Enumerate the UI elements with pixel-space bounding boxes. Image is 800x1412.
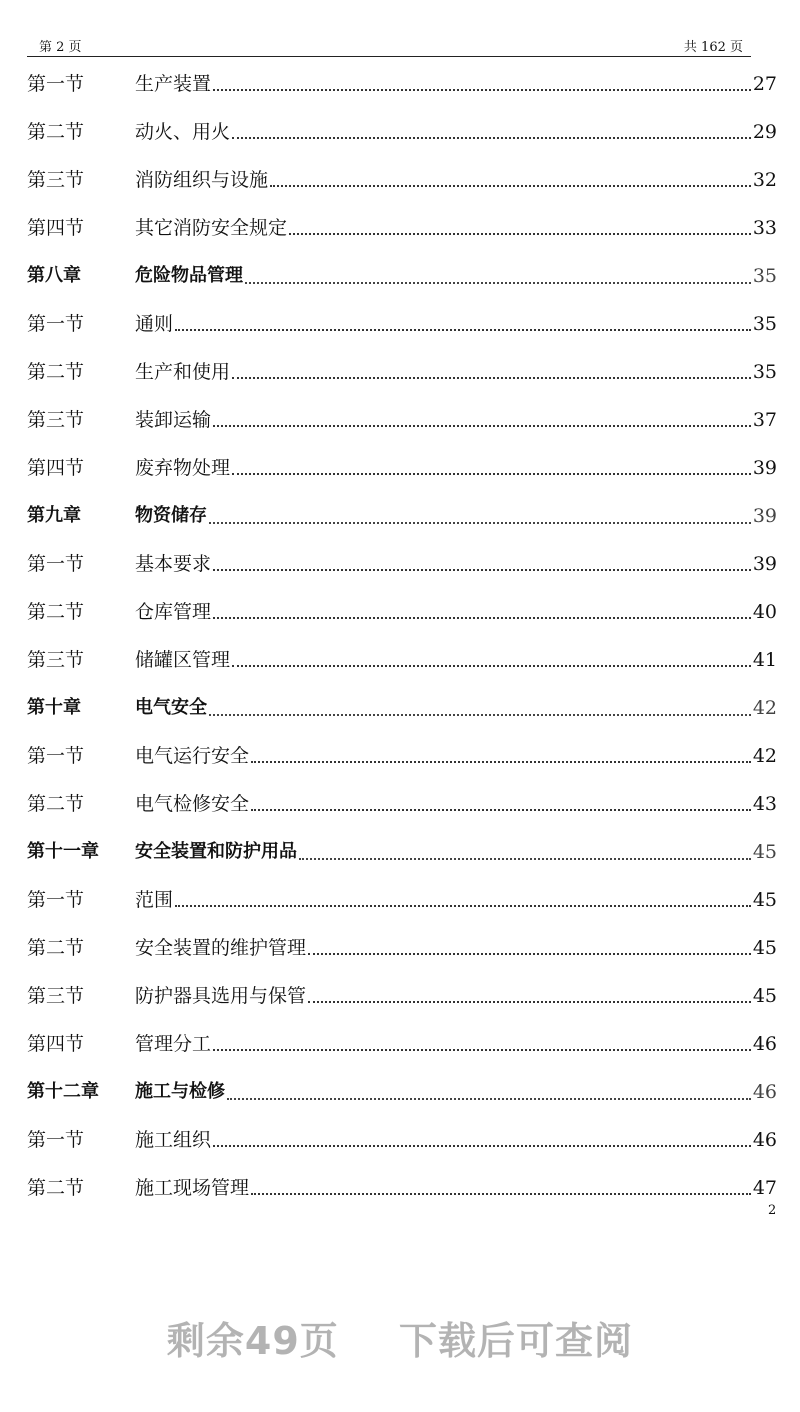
toc-chapter-entry[interactable] — [27, 1068, 777, 1104]
toc-entry-page: 39 — [752, 457, 777, 479]
toc-entry-page: 33 — [752, 217, 777, 239]
toc-entry-number: 第三节 — [27, 649, 85, 671]
toc-section-entry[interactable] — [27, 108, 777, 144]
toc-dot-leader — [232, 665, 751, 667]
toc-entry-number: 第四节 — [27, 457, 85, 479]
toc-entry-number: 第一节 — [27, 1129, 85, 1151]
toc-entry-page: 45 — [752, 937, 777, 959]
toc-dot-leader — [213, 1049, 751, 1051]
toc-entry-title: 基本要求 — [135, 553, 212, 575]
toc-section-entry[interactable] — [27, 1020, 777, 1056]
toc-chapter-entry[interactable] — [27, 684, 777, 720]
toc-entry-number: 第一节 — [27, 745, 85, 767]
toc-chapter-entry[interactable] — [27, 252, 777, 288]
toc-dot-leader — [213, 425, 751, 427]
toc-dot-leader — [232, 377, 751, 379]
toc-entry-number: 第四节 — [27, 1033, 85, 1055]
toc-entry-number: 第二节 — [27, 361, 85, 383]
toc-entry-number: 第二节 — [27, 121, 85, 143]
toc-entry-number: 第八章 — [27, 265, 81, 286]
toc-entry-title: 通则 — [135, 313, 174, 335]
toc-entry-number: 第一节 — [27, 553, 85, 575]
toc-section-entry[interactable] — [27, 1164, 777, 1200]
toc-section-entry[interactable] — [27, 300, 777, 336]
toc-entry-title: 施工组织 — [135, 1129, 212, 1151]
toc-dot-leader — [213, 569, 751, 571]
toc-section-entry[interactable] — [27, 60, 777, 96]
toc-entry-page: 27 — [752, 73, 777, 95]
toc-section-entry[interactable] — [27, 732, 777, 768]
toc-dot-leader — [245, 282, 751, 284]
banner-download-prompt: 下载后可查阅 — [399, 1319, 634, 1363]
toc-entry-title: 仓库管理 — [135, 601, 212, 623]
page-header — [27, 34, 751, 57]
banner-remaining-pages: 剩余49页 — [166, 1319, 339, 1363]
toc-entry-title: 电气安全 — [135, 697, 207, 718]
header-total-pages: 共 162 页 — [683, 40, 743, 55]
toc-entry-page: 39 — [752, 505, 777, 527]
toc-entry-page: 35 — [752, 265, 777, 287]
toc-dot-leader — [251, 1193, 751, 1195]
toc-entry-page: 46 — [752, 1129, 777, 1151]
toc-entry-page: 35 — [752, 313, 777, 335]
toc-entry-title: 其它消防安全规定 — [135, 217, 288, 239]
toc-entry-title: 施工现场管理 — [135, 1177, 250, 1199]
toc-section-entry[interactable] — [27, 636, 777, 672]
toc-entry-page: 46 — [752, 1081, 777, 1103]
toc-entry-page: 35 — [752, 361, 777, 383]
toc-dot-leader — [251, 761, 751, 763]
toc-dot-leader — [299, 858, 751, 860]
toc-dot-leader — [213, 617, 751, 619]
toc-entry-number: 第一节 — [27, 313, 85, 335]
toc-entry-page: 45 — [752, 985, 777, 1007]
toc-chapter-entry[interactable] — [27, 492, 777, 528]
toc-dot-leader — [213, 1145, 751, 1147]
toc-section-entry[interactable] — [27, 156, 777, 192]
toc-entry-number: 第一节 — [27, 889, 85, 911]
toc-dot-leader — [270, 185, 751, 187]
toc-entry-page: 42 — [752, 745, 777, 767]
toc-dot-leader — [175, 329, 751, 331]
toc-dot-leader — [251, 809, 751, 811]
toc-section-entry[interactable] — [27, 972, 777, 1008]
toc-entry-title: 安全装置的维护管理 — [135, 937, 307, 959]
toc-dot-leader — [289, 233, 751, 235]
toc-entry-title: 废弃物处理 — [135, 457, 231, 479]
toc-entry-title: 防护器具选用与保管 — [135, 985, 307, 1007]
toc-entry-title: 动火、用火 — [135, 121, 231, 143]
toc-section-entry[interactable] — [27, 444, 777, 480]
toc-dot-leader — [308, 953, 751, 955]
toc-entry-title: 生产装置 — [135, 73, 212, 95]
toc-entry-number: 第四节 — [27, 217, 85, 239]
toc-entry-page: 41 — [752, 649, 777, 671]
toc-dot-leader — [209, 522, 751, 524]
toc-dot-leader — [213, 89, 751, 91]
toc-entry-title: 消防组织与设施 — [135, 169, 269, 191]
toc-entry-page: 32 — [752, 169, 777, 191]
toc-entry-number: 第十二章 — [27, 1081, 99, 1102]
toc-entry-title: 电气运行安全 — [135, 745, 250, 767]
toc-entry-page: 37 — [752, 409, 777, 431]
toc-entry-number: 第二节 — [27, 1177, 85, 1199]
toc-entry-title: 安全装置和防护用品 — [135, 841, 297, 862]
toc-section-entry[interactable] — [27, 348, 777, 384]
toc-entry-number: 第二节 — [27, 601, 85, 623]
toc-entry-page: 46 — [752, 1033, 777, 1055]
toc-entry-number: 第三节 — [27, 169, 85, 191]
toc-entry-title: 装卸运输 — [135, 409, 212, 431]
toc-entry-page: 45 — [752, 889, 777, 911]
toc-entry-number: 第三节 — [27, 409, 85, 431]
toc-entry-title: 范围 — [135, 889, 174, 911]
toc-dot-leader — [175, 905, 751, 907]
toc-entry-page: 47 — [752, 1177, 777, 1199]
toc-entry-title: 物资储存 — [135, 505, 207, 526]
toc-section-entry[interactable] — [27, 396, 777, 432]
toc-entry-number: 第一节 — [27, 73, 85, 95]
toc-dot-leader — [308, 1001, 751, 1003]
toc-section-entry[interactable] — [27, 204, 777, 240]
header-page-label: 第 2 页 — [39, 40, 82, 55]
footer-page-number: 2 — [768, 1203, 777, 1218]
toc-entry-page: 42 — [752, 697, 777, 719]
toc-entry-number: 第三节 — [27, 985, 85, 1007]
download-banner — [0, 1310, 800, 1365]
toc-entry-number: 第二节 — [27, 937, 85, 959]
toc-entry-page: 29 — [752, 121, 777, 143]
toc-entry-page: 45 — [752, 841, 777, 863]
toc-entry-title: 储罐区管理 — [135, 649, 231, 671]
toc-dot-leader — [227, 1098, 751, 1100]
toc-dot-leader — [232, 137, 751, 139]
toc-section-entry[interactable] — [27, 924, 777, 960]
toc-entry-title: 危险物品管理 — [135, 265, 243, 286]
toc-entry-title: 电气检修安全 — [135, 793, 250, 815]
toc-entry-title: 生产和使用 — [135, 361, 231, 383]
toc-entry-number: 第十一章 — [27, 841, 99, 862]
toc-section-entry[interactable] — [27, 780, 777, 816]
toc-entry-page: 39 — [752, 553, 777, 575]
toc-entry-number: 第二节 — [27, 793, 85, 815]
toc-entry-number: 第十章 — [27, 697, 81, 718]
toc-entry-title: 管理分工 — [135, 1033, 212, 1055]
toc-section-entry[interactable] — [27, 540, 777, 576]
toc-section-entry[interactable] — [27, 1116, 777, 1152]
toc-entry-number: 第九章 — [27, 505, 81, 526]
toc-chapter-entry[interactable] — [27, 828, 777, 864]
toc-dot-leader — [232, 473, 751, 475]
toc-entry-page: 43 — [752, 793, 777, 815]
toc-entry-title: 施工与检修 — [135, 1081, 225, 1102]
toc-entry-page: 40 — [752, 601, 777, 623]
toc-section-entry[interactable] — [27, 876, 777, 912]
toc-section-entry[interactable] — [27, 588, 777, 624]
toc-dot-leader — [209, 714, 751, 716]
